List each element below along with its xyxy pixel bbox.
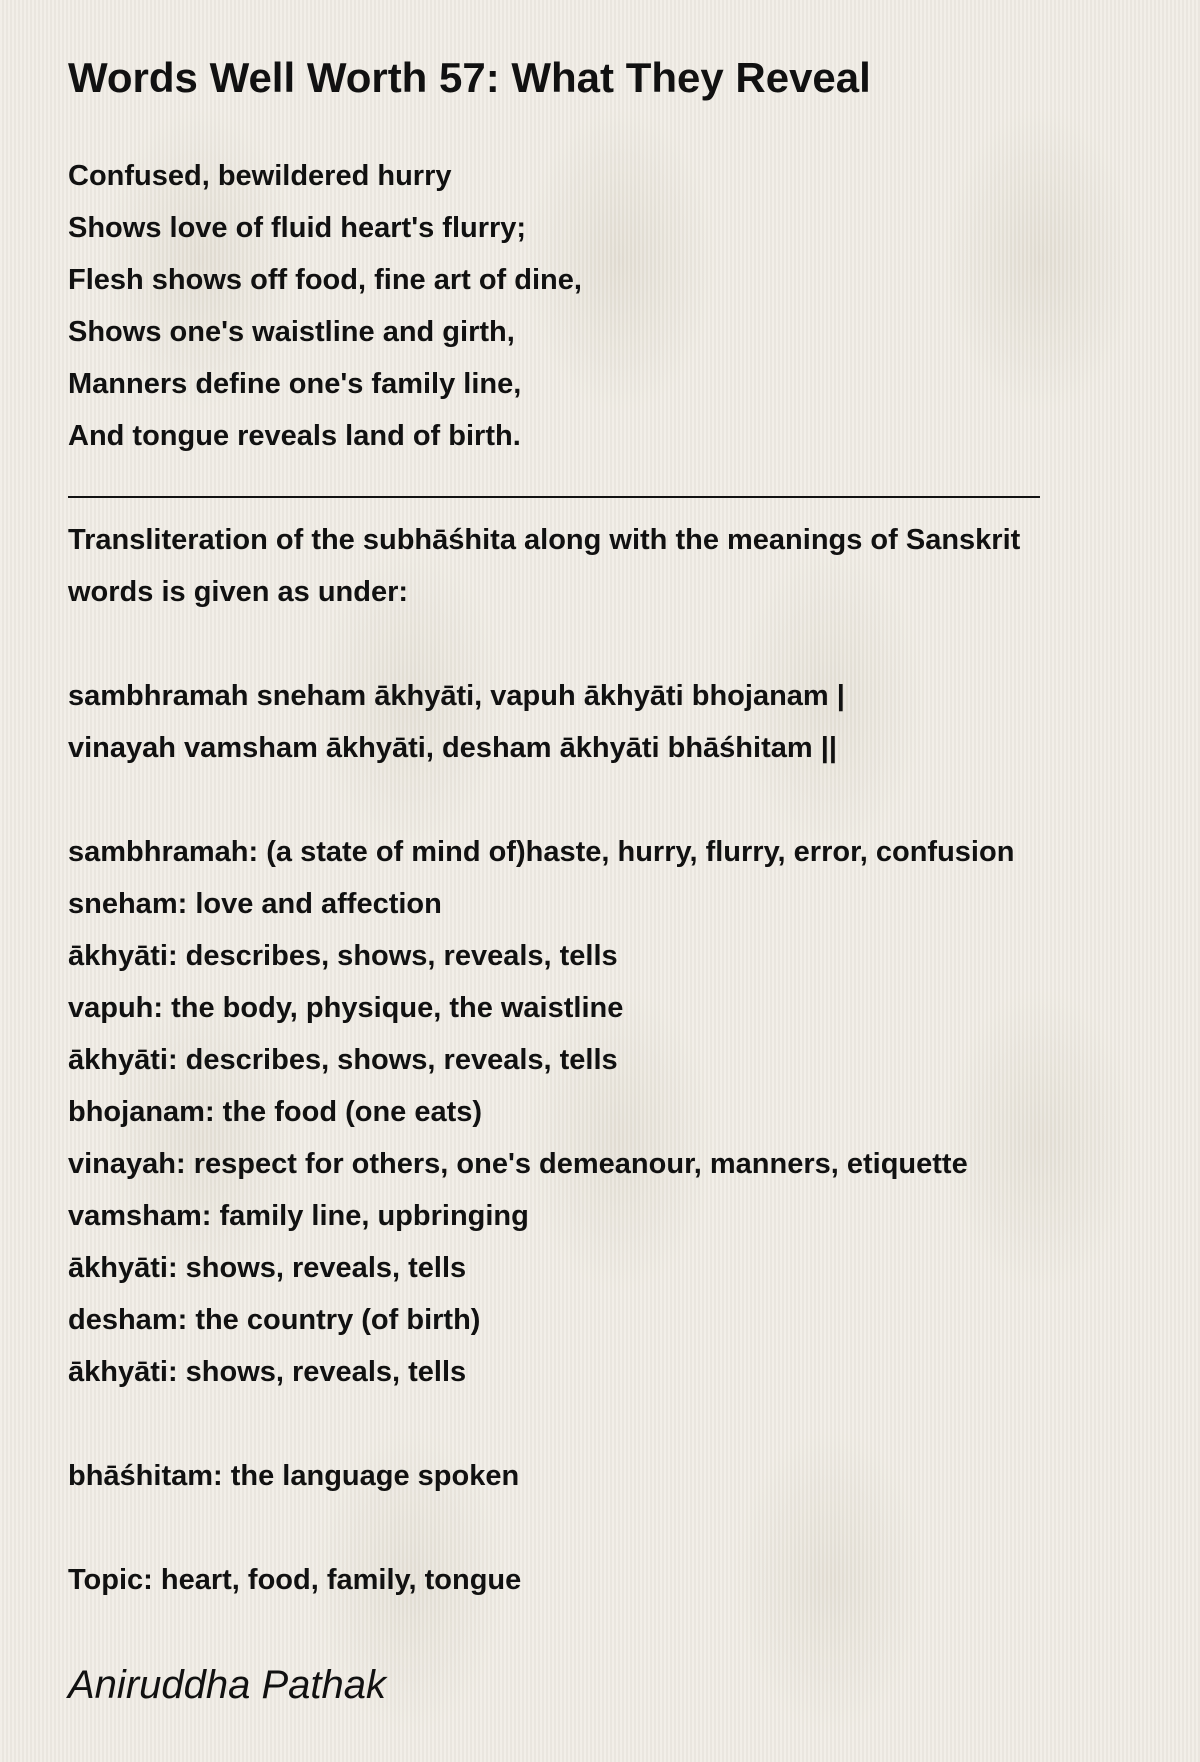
glossary-entry: ākhyāti: describes, shows, reveals, tells — [68, 1044, 618, 1076]
glossary-entry: bhojanam: the food (one eats) — [68, 1096, 483, 1128]
poem-line: Shows one's waistline and girth, — [68, 316, 515, 348]
spacer — [68, 1398, 1148, 1450]
poem-line: Shows love of fluid heart's flurry; — [68, 212, 527, 244]
glossary-entry: desham: the country (of birth) — [68, 1304, 481, 1336]
poem-line: Manners define one's family line, — [68, 368, 522, 400]
author-name: Aniruddha Pathak — [68, 1663, 387, 1707]
topic-line: Topic: heart, food, family, tongue — [68, 1564, 522, 1596]
poem-body — [68, 150, 1148, 1606]
poem-title: Words Well Worth 57: What They Reveal — [68, 54, 871, 101]
horizontal-divider — [68, 496, 1040, 498]
divider-row — [68, 462, 1148, 514]
spacer — [68, 774, 1148, 826]
glossary-entry: ākhyāti: describes, shows, reveals, tells — [68, 940, 618, 972]
glossary-entry: ākhyāti: shows, reveals, tells — [68, 1252, 467, 1284]
spacer — [68, 1502, 1148, 1554]
glossary-entry: sneham: love and affection — [68, 888, 442, 920]
glossary-entry: sambhramah: (a state of mind of)haste, hurry, flurry, error, confusion — [68, 836, 1015, 868]
intro-line: Transliteration of the subhāśhita along with the meanings of Sanskrit — [68, 524, 1021, 556]
glossary-entry: bhāśhitam: the language spoken — [68, 1460, 520, 1492]
spacer — [68, 618, 1148, 670]
poem-line: Flesh shows off food, fine art of dine, — [68, 264, 582, 296]
poem-line: And tongue reveals land of birth. — [68, 420, 521, 452]
intro-line: words is given as under: — [68, 576, 409, 608]
verse-line: sambhramah sneham ākhyāti, vapuh ākhyāti bhojanam | — [68, 680, 845, 712]
verse-line: vinayah vamsham ākhyāti, desham ākhyāti bhāśhitam || — [68, 732, 837, 764]
poem-line: Confused, bewildered hurry — [68, 160, 452, 192]
glossary-entry: ākhyāti: shows, reveals, tells — [68, 1356, 467, 1388]
glossary-entry: vamsham: family line, upbringing — [68, 1200, 529, 1232]
glossary-entry: vinayah: respect for others, one's demeanour, manners, etiquette — [68, 1148, 968, 1180]
glossary-entry: vapuh: the body, physique, the waistline — [68, 992, 624, 1024]
